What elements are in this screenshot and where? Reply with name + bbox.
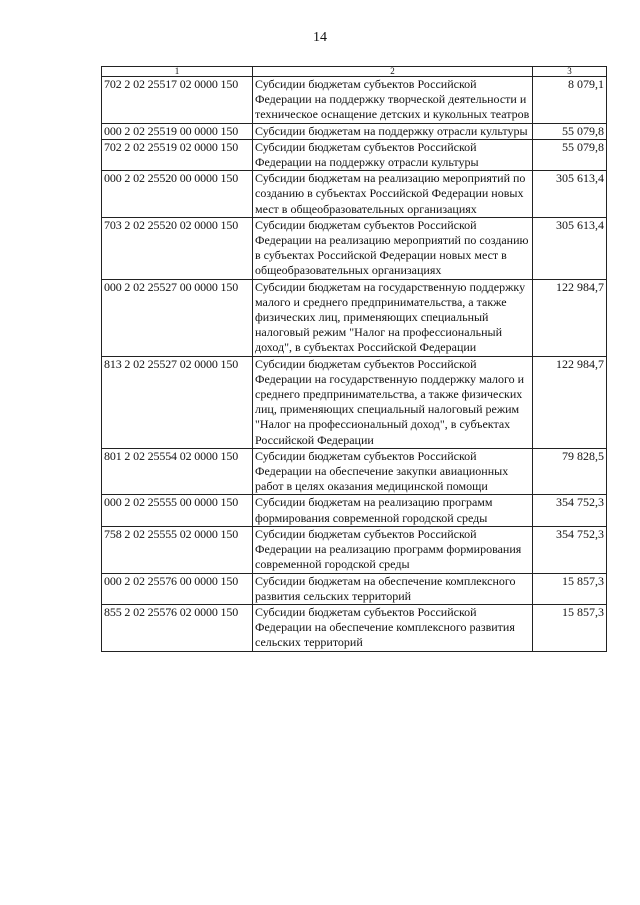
header-row (102, 67, 607, 77)
budget-code-cell: 000 2 02 25555 00 0000 150 (102, 495, 253, 526)
column-header-name: 2 (253, 67, 533, 77)
description-cell: Субсидии бюджетам на обеспечение комплексного развития сельских территорий (253, 573, 533, 604)
table-row (102, 139, 607, 170)
amount-cell: 305 613,4 (533, 217, 607, 279)
description-cell: Субсидии бюджетам субъектов Российской Федерации на обеспечение закупки авиационных работ в целях оказания медицинской помощи (253, 448, 533, 495)
description-cell: Субсидии бюджетам на реализацию мероприятий по созданию в субъектах Российской Федерации новых мест в общеобразовательных организациях (253, 171, 533, 218)
table-row (102, 495, 607, 526)
budget-code-cell: 703 2 02 25520 02 0000 150 (102, 217, 253, 279)
column-header-code: 1 (102, 67, 253, 77)
table-row (102, 526, 607, 573)
budget-code-cell: 813 2 02 25527 02 0000 150 (102, 356, 253, 448)
budget-code-cell: 702 2 02 25517 02 0000 150 (102, 77, 253, 124)
description-cell: Субсидии бюджетам субъектов Российской Федерации на обеспечение комплексного развития сельских территорий (253, 604, 533, 651)
amount-cell: 15 857,3 (533, 573, 607, 604)
column-header-amount: 3 (533, 67, 607, 77)
description-cell: Субсидии бюджетам на реализацию программ формирования современной городской среды (253, 495, 533, 526)
table-row (102, 279, 607, 356)
budget-code-cell: 000 2 02 25519 00 0000 150 (102, 123, 253, 139)
amount-cell: 8 079,1 (533, 77, 607, 124)
amount-cell: 354 752,3 (533, 495, 607, 526)
table-row (102, 356, 607, 448)
amount-cell: 55 079,8 (533, 139, 607, 170)
amount-cell: 55 079,8 (533, 123, 607, 139)
amount-cell: 122 984,7 (533, 279, 607, 356)
amount-cell: 305 613,4 (533, 171, 607, 218)
page-number: 14 (313, 30, 327, 45)
description-cell: Субсидии бюджетам субъектов Российской Федерации на поддержку отрасли культуры (253, 139, 533, 170)
table-row (102, 123, 607, 139)
amount-cell: 354 752,3 (533, 526, 607, 573)
budget-table (101, 66, 607, 652)
description-cell: Субсидии бюджетам на государственную поддержку малого и среднего предпринимательства, а также физических лиц, применяющих специальный налоговый режим "Налог на профессиональный доход", в субъектах Российской Федерации (253, 279, 533, 356)
description-cell: Субсидии бюджетам субъектов Российской Федерации на государственную поддержку малого и среднего предпринимательства, а также физических лиц, применяющих специальный налоговый режим "Налог на профессиональный доход", в субъектах Российской Федерации (253, 356, 533, 448)
description-cell: Субсидии бюджетам на поддержку отрасли культуры (253, 123, 533, 139)
amount-cell: 122 984,7 (533, 356, 607, 448)
budget-code-cell: 000 2 02 25520 00 0000 150 (102, 171, 253, 218)
table-row (102, 573, 607, 604)
amount-cell: 79 828,5 (533, 448, 607, 495)
description-cell: Субсидии бюджетам субъектов Российской Федерации на реализацию программ формирования современной городской среды (253, 526, 533, 573)
table-row (102, 448, 607, 495)
description-cell: Субсидии бюджетам субъектов Российской Федерации на поддержку творческой деятельности и техническое оснащение детских и кукольных театров (253, 77, 533, 124)
amount-cell: 15 857,3 (533, 604, 607, 651)
table-row (102, 77, 607, 124)
table-row (102, 217, 607, 279)
budget-code-cell: 000 2 02 25576 00 0000 150 (102, 573, 253, 604)
budget-code-cell: 855 2 02 25576 02 0000 150 (102, 604, 253, 651)
budget-code-cell: 000 2 02 25527 00 0000 150 (102, 279, 253, 356)
table-row (102, 171, 607, 218)
budget-code-cell: 702 2 02 25519 02 0000 150 (102, 139, 253, 170)
description-cell: Субсидии бюджетам субъектов Российской Федерации на реализацию мероприятий по созданию в субъектах Российской Федерации новых мест в общеобразовательных организациях (253, 217, 533, 279)
table-row (102, 604, 607, 651)
budget-code-cell: 758 2 02 25555 02 0000 150 (102, 526, 253, 573)
budget-code-cell: 801 2 02 25554 02 0000 150 (102, 448, 253, 495)
